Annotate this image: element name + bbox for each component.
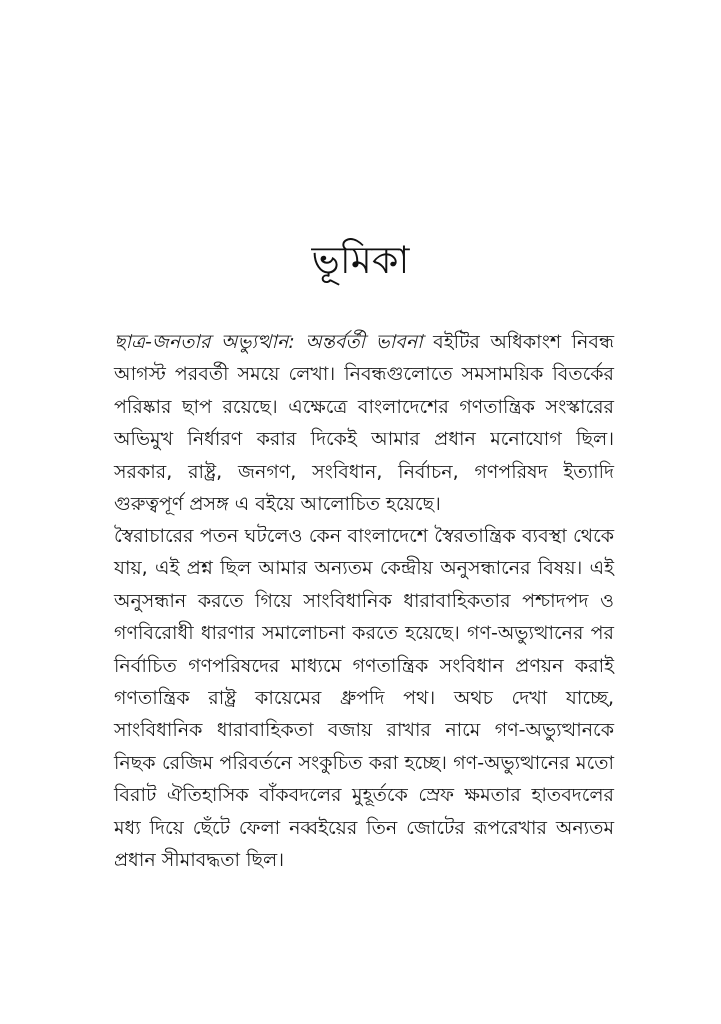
page-title: ভূমিকা (311, 238, 410, 282)
paragraph-1 (114, 326, 614, 520)
paragraph-1-text: বইটির অধিকাংশ নিবন্ধ আগস্ট পরবর্তী সময়ে লেখা। নিবন্ধগুলোতে সমসাময়িক বিতর্কের পরিষ্কার ছাপ রয়েছে। এক্ষেত্রে বাংলাদেশের গণতান্ত্রিক সংস্কারের অভিমুখ নির্ধারণ করার দিকেই আমার প্রধান মনোযোগ ছিল। সরকার, রাষ্ট্র, জনগণ, সংবিধান, নির্বাচন, গণপরিষদ ইত্যাদি গুরুত্বপূর্ণ প্রসঙ্গ এ বইয়ে আলোচিত হয়েছে। (114, 331, 614, 516)
paragraph-2: স্বৈরাচারের পতন ঘটলেও কেন বাংলাদেশে স্বৈরতান্ত্রিক ব্যবস্থা থেকে যায়, এই প্রশ্ন ছিল আমার অন্যতম কেন্দ্রীয় অনুসন্ধানের বিষয়। এই অনুসন্ধান করতে গিয়ে সাংবিধানিক ধারাবাহিকতার পশ্চাদপদ ও গণবিরোধী ধারণার সমালোচনা করতে হয়েছে। গণ-অভ্যুত্থানের পর নির্বাচিত গণপরিষদের মাধ্যমে গণতান্ত্রিক সংবিধান প্রণয়ন করাই গণতান্ত্রিক রাষ্ট্র কায়েমের ধ্রুপদি পথ। অথচ দেখা যাচ্ছে, সাংবিধানিক ধারাবাহিকতা বজায় রাখার নামে গণ-অভ্যুত্থানকে নিছক রেজিম পরিবর্তনে সংকুচিত করা হচ্ছে। গণ-অভ্যুত্থানের মতো বিরাট ঐতিহাসিক বাঁকবদলের মুহূর্তকে স্রেফ ক্ষমতার হাতবদলের মধ্য দিয়ে ছেঁটে ফেলা নব্বইয়ের তিন জোটের রূপরেখার অন্যতম প্রধান সীমাবদ্ধতা ছিল। (114, 525, 614, 872)
book-title-italic: ছাত্র-জনতার অভ্যুত্থান: অন্তর্বর্তী ভাবনা (114, 331, 423, 353)
